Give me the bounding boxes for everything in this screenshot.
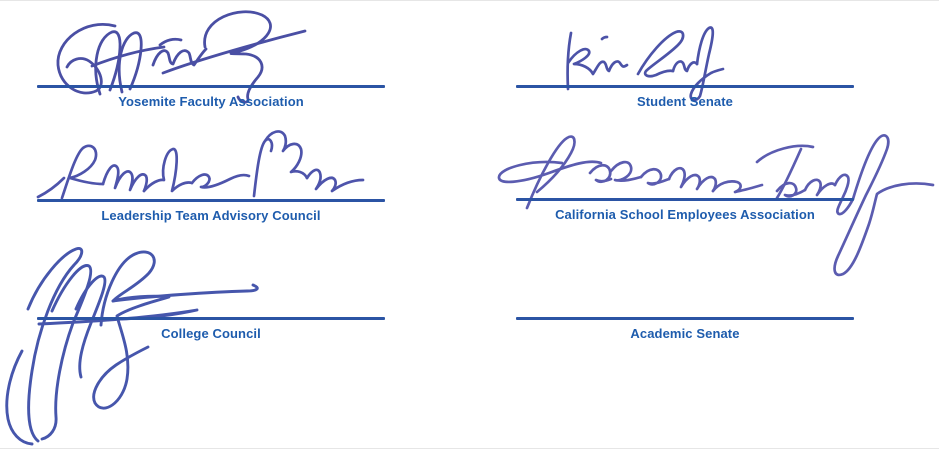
signature-block-student-senate [516, 85, 854, 109]
signature-line [516, 85, 854, 88]
handwritten-ink-layer [0, 1, 939, 449]
signature-leadership-team-advisory-council [38, 131, 363, 198]
signature-label: Leadership Team Advisory Council [101, 208, 321, 223]
signature-block-academic-senate [516, 317, 854, 341]
signature-line [37, 85, 385, 88]
signature-block-college-council [37, 317, 385, 341]
signature-label: Yosemite Faculty Association [118, 94, 304, 109]
signature-label: College Council [161, 326, 261, 341]
signature-label: California School Employees Association [555, 207, 815, 222]
signature-block-yosemite-faculty-association [37, 85, 385, 109]
signature-line [516, 317, 854, 320]
signature-college-council [7, 248, 257, 444]
signature-line [37, 199, 385, 202]
signature-label: Academic Senate [630, 326, 740, 341]
signature-label: Student Senate [636, 94, 734, 109]
signature-line [516, 198, 854, 201]
signature-line [37, 317, 385, 320]
signature-block-leadership-team-advisory-council [37, 199, 385, 223]
signature-block-california-school-employees-association [516, 198, 854, 222]
